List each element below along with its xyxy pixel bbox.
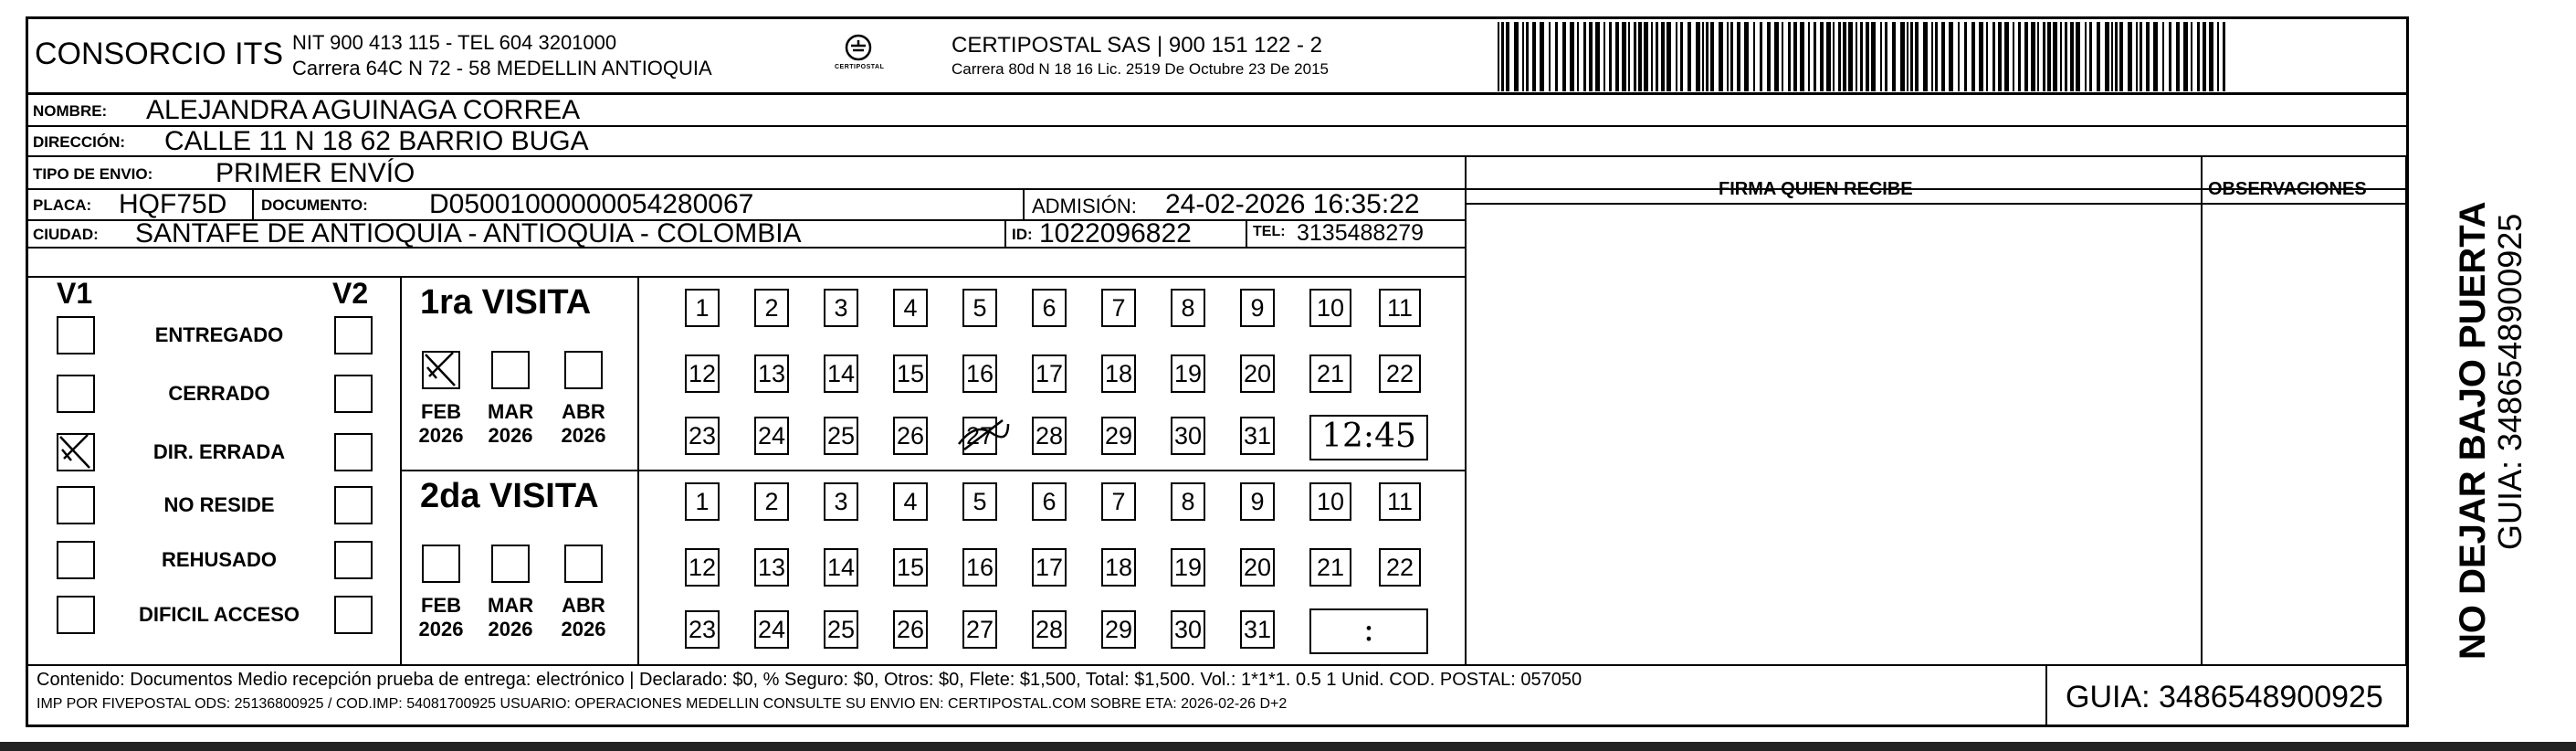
month-label: ABR — [562, 594, 605, 617]
company-nit: NIT 900 413 115 - TEL 604 3201000 — [292, 31, 617, 54]
day-box[interactable]: 19 — [1171, 548, 1205, 587]
day-box[interactable]: 9 — [1240, 482, 1275, 521]
barcode-bar — [2191, 22, 2192, 91]
status-option-label: CERRADO — [168, 382, 270, 405]
visit-title: 1ra VISITA — [420, 283, 592, 322]
barcode-bar — [2031, 22, 2035, 91]
barcode-bar — [1800, 22, 1804, 91]
barcode-bar — [1998, 22, 2002, 91]
barcode-bar — [1820, 22, 1824, 91]
day-box[interactable]: 22 — [1379, 354, 1421, 393]
barcode-bar — [2223, 22, 2225, 91]
visit-title: 2da VISITA — [420, 477, 599, 515]
barcode-bar — [2197, 22, 2200, 91]
day-box[interactable]: 12 — [685, 548, 720, 587]
day-box[interactable]: 10 — [1309, 482, 1351, 521]
barcode-bar — [1767, 22, 1771, 91]
barcode-bar — [1826, 22, 1831, 91]
month-year: 2026 — [418, 618, 464, 640]
barcode-bar — [1871, 22, 1876, 91]
v2-header: V2 — [332, 277, 369, 310]
barcode-bar — [2162, 22, 2164, 91]
documento-value: D05001000000054280067 — [429, 189, 754, 219]
barcode-bar — [2060, 22, 2062, 91]
nombre-value: ALEJANDRA AGUINAGA CORREA — [146, 95, 581, 125]
day-box[interactable]: 13 — [754, 354, 789, 393]
barcode-bar — [1514, 22, 1519, 91]
barcode-bar — [1526, 22, 1529, 91]
barcode-bar — [1688, 22, 1691, 91]
barcode-bar — [1522, 22, 1524, 91]
v1-checkbox[interactable] — [57, 375, 95, 413]
day-box[interactable]: 17 — [1032, 548, 1067, 587]
day-box[interactable]: 21 — [1309, 354, 1351, 393]
admision-value: 24-02-2026 16:35:22 — [1165, 189, 1420, 219]
day-box[interactable]: 24 — [754, 610, 789, 649]
day-box[interactable]: 29 — [1101, 417, 1136, 455]
day-box[interactable]: 6 — [1032, 482, 1067, 521]
barcode-bar — [2115, 22, 2118, 91]
day-box[interactable]: 28 — [1032, 610, 1067, 649]
day-box[interactable]: 7 — [1101, 289, 1136, 327]
day-box[interactable]: 20 — [1240, 354, 1275, 393]
barcode-bar — [2153, 22, 2158, 91]
barcode — [1498, 22, 2228, 91]
barcode-bar — [2070, 22, 2074, 91]
footer-guia: GUIA: 3486548900925 — [2066, 680, 2383, 714]
time-box[interactable]: : — [1309, 608, 1428, 654]
month-checkbox[interactable] — [491, 351, 530, 389]
month-label: FEB — [421, 594, 461, 617]
month-checkbox[interactable] — [422, 545, 460, 583]
barcode-bar — [1838, 22, 1841, 91]
day-box[interactable]: 22 — [1379, 548, 1421, 587]
barcode-bar — [2119, 22, 2123, 91]
tel-label: TEL: — [1253, 224, 1286, 239]
barcode-bar — [1696, 22, 1700, 91]
v2-checkbox[interactable] — [334, 486, 373, 524]
day-box[interactable]: 29 — [1101, 610, 1136, 649]
barcode-bar — [1760, 22, 1762, 91]
company-address: Carrera 64C N 72 - 58 MEDELLIN ANTIOQUIA — [292, 57, 712, 79]
barcode-bar — [2053, 22, 2057, 91]
day-box[interactable]: 12 — [685, 354, 720, 393]
barcode-bar — [1501, 22, 1504, 91]
side-guia: GUIA: 3486548900925 — [2491, 213, 2529, 550]
barcode-bar — [1860, 22, 1863, 91]
day-box[interactable]: 2 — [754, 289, 789, 327]
barcode-bar — [1782, 22, 1783, 91]
day-box[interactable]: 27 — [962, 610, 997, 649]
barcode-bar — [1628, 22, 1630, 91]
barcode-bar — [1506, 22, 1509, 91]
day-box[interactable]: 6 — [1032, 289, 1067, 327]
barcode-bar — [2169, 22, 2171, 91]
day-box[interactable]: 10 — [1309, 289, 1351, 327]
barcode-bar — [1885, 22, 1887, 91]
barcode-bar — [1923, 22, 1928, 91]
barcode-bar — [2183, 22, 2188, 91]
barcode-bar — [2146, 22, 2150, 91]
barcode-bar — [1609, 22, 1612, 91]
barcode-bar — [1589, 22, 1593, 91]
check-mark-icon — [55, 429, 99, 473]
carrier-name: CERTIPOSTAL SAS | 900 151 122 - 2 — [952, 33, 1322, 58]
barcode-bar — [1788, 22, 1791, 91]
day-box[interactable]: 1 — [685, 482, 720, 521]
day-box[interactable]: 25 — [824, 610, 858, 649]
barcode-bar — [1737, 22, 1740, 91]
day-box[interactable]: 13 — [754, 548, 789, 587]
day-box[interactable]: 27 — [962, 417, 997, 455]
check-mark-icon — [420, 347, 464, 391]
direccion-value: CALLE 11 N 18 62 BARRIO BUGA — [164, 126, 589, 156]
barcode-bar — [1833, 22, 1835, 91]
day-box[interactable]: 4 — [893, 289, 928, 327]
barcode-bar — [1848, 22, 1853, 91]
barcode-bar — [1979, 22, 1983, 91]
barcode-bar — [1603, 22, 1605, 91]
day-box[interactable]: 24 — [754, 417, 789, 455]
barcode-bar — [1856, 22, 1857, 91]
day-box[interactable]: 30 — [1171, 610, 1205, 649]
day-box[interactable]: 5 — [962, 482, 997, 521]
day-box[interactable]: 26 — [893, 610, 928, 649]
barcode-bar — [1710, 22, 1714, 91]
barcode-bar — [1866, 22, 1869, 91]
barcode-bar — [2037, 22, 2039, 91]
day-box[interactable]: 31 — [1240, 610, 1275, 649]
barcode-bar — [1583, 22, 1586, 91]
barcode-bar — [1727, 22, 1729, 91]
day-box[interactable]: 16 — [962, 354, 997, 393]
barcode-bar — [1992, 22, 1995, 91]
nombre-label: NOMBRE: — [33, 102, 108, 120]
v1-header: V1 — [57, 277, 93, 310]
barcode-bar — [1706, 22, 1709, 91]
day-box[interactable]: 2 — [754, 482, 789, 521]
month-label: ABR — [562, 400, 605, 423]
day-box[interactable]: 8 — [1171, 289, 1205, 327]
day-box[interactable]: 7 — [1101, 482, 1136, 521]
documento-label: DOCUMENTO: — [261, 196, 368, 214]
barcode-bar — [1680, 22, 1683, 91]
tipo-envio-value: PRIMER ENVÍO — [216, 158, 415, 188]
day-box[interactable]: 16 — [962, 548, 997, 587]
status-option-label: REHUSADO — [162, 548, 277, 571]
barcode-bar — [1793, 22, 1797, 91]
barcode-bar — [2140, 22, 2142, 91]
barcode-bar — [2047, 22, 2051, 91]
barcode-bar — [1676, 22, 1677, 91]
id-label: ID: — [1012, 226, 1033, 243]
barcode-bar — [2004, 22, 2009, 91]
day-box[interactable]: 19 — [1171, 354, 1205, 393]
day-box[interactable]: 1 — [685, 289, 720, 327]
status-option-label: NO RESIDE — [163, 493, 275, 516]
day-box[interactable]: 11 — [1379, 482, 1421, 521]
day-box[interactable]: 18 — [1101, 548, 1136, 587]
company-name: CONSORCIO ITS — [35, 37, 284, 71]
month-year: 2026 — [488, 618, 533, 640]
barcode-bar — [2105, 22, 2109, 91]
barcode-bar — [2097, 22, 2100, 91]
carrier-address: Carrera 80d N 18 16 Lic. 2519 De Octubre 23 De 2015 — [952, 60, 1329, 78]
barcode-bar — [2203, 22, 2206, 91]
day-box[interactable]: 15 — [893, 354, 928, 393]
day-box[interactable]: 9 — [1240, 289, 1275, 327]
certipostal-logo — [831, 27, 886, 82]
barcode-bar — [1634, 22, 1636, 91]
barcode-bar — [1498, 22, 1499, 91]
time-box[interactable]: 12:45 — [1309, 415, 1428, 460]
day-box[interactable]: 18 — [1101, 354, 1136, 393]
barcode-bar — [1935, 22, 1938, 91]
month-checkbox[interactable] — [422, 351, 460, 389]
day-box[interactable]: 20 — [1240, 548, 1275, 587]
barcode-bar — [2085, 22, 2087, 91]
direccion-label: DIRECCIÓN: — [33, 133, 126, 151]
footer-print-info: IMP POR FIVEPOSTAL ODS: 25136800925 / COD.IMP: 54081700925 USUARIO: OPERACIONES MEDELLIN CONSULTE SU ENVIO EN: CERTIPOSTAL.COM SOBRE ETA: 2026-02-26 D+2 — [37, 696, 1288, 712]
barcode-bar — [1753, 22, 1755, 91]
tel-value: 3135488279 — [1297, 220, 1425, 246]
month-year: 2026 — [561, 424, 606, 447]
barcode-bar — [2018, 22, 2021, 91]
v1-checkbox[interactable] — [57, 596, 95, 634]
month-checkbox[interactable] — [564, 351, 603, 389]
day-box[interactable]: 31 — [1240, 417, 1275, 455]
barcode-bar — [1910, 22, 1913, 91]
day-box[interactable]: 4 — [893, 482, 928, 521]
barcode-bar — [1892, 22, 1896, 91]
v2-checkbox[interactable] — [334, 541, 373, 579]
v1-checkbox[interactable] — [57, 433, 95, 471]
barcode-bar — [1949, 22, 1953, 91]
barcode-bar — [1814, 22, 1816, 91]
barcode-bar — [2076, 22, 2080, 91]
barcode-bar — [1577, 22, 1579, 91]
barcode-bar — [2013, 22, 2014, 91]
day-scribble-icon — [955, 417, 1010, 457]
barcode-bar — [1644, 22, 1648, 91]
barcode-bar — [1915, 22, 1919, 91]
month-year: 2026 — [561, 618, 606, 640]
logo-text: CERTIPOSTAL — [835, 64, 885, 70]
barcode-bar — [2065, 22, 2067, 91]
v2-checkbox[interactable] — [334, 375, 373, 413]
barcode-bar — [1808, 22, 1810, 91]
barcode-bar — [1971, 22, 1975, 91]
barcode-bar — [1843, 22, 1846, 91]
day-box[interactable]: 14 — [824, 354, 858, 393]
barcode-bar — [1964, 22, 1967, 91]
ciudad-label: CIUDAD: — [33, 226, 99, 243]
month-year: 2026 — [488, 424, 533, 447]
v1-checkbox[interactable] — [57, 486, 95, 524]
barcode-bar — [1595, 22, 1600, 91]
barcode-bar — [1941, 22, 1945, 91]
id-value: 1022096822 — [1039, 218, 1192, 249]
barcode-bar — [2128, 22, 2132, 91]
day-box[interactable]: 23 — [685, 610, 720, 649]
day-box[interactable]: 14 — [824, 548, 858, 587]
barcode-bar — [1661, 22, 1665, 91]
barcode-bar — [1549, 22, 1551, 91]
barcode-bar — [1931, 22, 1933, 91]
day-box[interactable]: 23 — [685, 417, 720, 455]
month-label: MAR — [488, 594, 534, 617]
status-option-label: DIR. ERRADA — [152, 440, 286, 463]
bottom-edge-bar — [0, 742, 2576, 751]
barcode-bar — [1540, 22, 1544, 91]
v2-checkbox[interactable] — [334, 596, 373, 634]
v1-checkbox[interactable] — [57, 316, 95, 354]
barcode-bar — [1656, 22, 1658, 91]
v2-checkbox[interactable] — [334, 433, 373, 471]
day-box[interactable]: 21 — [1309, 548, 1351, 587]
barcode-bar — [2111, 22, 2113, 91]
barcode-bar — [1667, 22, 1671, 91]
month-checkbox[interactable] — [564, 545, 603, 583]
barcode-bar — [1570, 22, 1574, 91]
month-year: 2026 — [418, 424, 464, 447]
placa-value: HQF75D — [119, 189, 227, 219]
day-box[interactable]: 25 — [824, 417, 858, 455]
status-option-label: ENTREGADO — [154, 323, 284, 346]
v2-checkbox[interactable] — [334, 316, 373, 354]
day-box[interactable]: 3 — [824, 482, 858, 521]
barcode-bar — [2089, 22, 2092, 91]
barcode-bar — [2136, 22, 2138, 91]
barcode-bar — [1774, 22, 1779, 91]
footer-content: Contenido: Documentos Medio recepción prueba de entrega: electrónico | Declarado: $0, % Seguro: $0, Otros: $0, Flete: $1,500, Total: $1,500. Vol.: 1*1*1. 0.5 1 Unid. COD. POSTAL: 057050 — [37, 670, 1582, 690]
barcode-bar — [1880, 22, 1882, 91]
barcode-bar — [1907, 22, 1908, 91]
placa-label: PLACA: — [33, 196, 92, 214]
barcode-bar — [1562, 22, 1566, 91]
month-label: FEB — [421, 400, 461, 423]
day-box[interactable]: 8 — [1171, 482, 1205, 521]
barcode-bar — [1532, 22, 1536, 91]
tipo-envio-label: TIPO DE ENVIO: — [33, 165, 153, 183]
barcode-bar — [1958, 22, 1960, 91]
admision-label: ADMISIÓN: — [1032, 195, 1137, 217]
barcode-bar — [2176, 22, 2180, 91]
day-box[interactable]: 15 — [893, 548, 928, 587]
barcode-bar — [1638, 22, 1642, 91]
barcode-bar — [1730, 22, 1733, 91]
v1-checkbox[interactable] — [57, 541, 95, 579]
day-box[interactable]: 17 — [1032, 354, 1067, 393]
observaciones-header: OBSERVACIONES — [2208, 179, 2367, 199]
day-box[interactable]: 30 — [1171, 417, 1205, 455]
barcode-bar — [1900, 22, 1905, 91]
barcode-bar — [1986, 22, 1988, 91]
day-box[interactable]: 26 — [893, 417, 928, 455]
barcode-bar — [1622, 22, 1626, 91]
barcode-bar — [1744, 22, 1749, 91]
day-box[interactable]: 5 — [962, 289, 997, 327]
status-option-label: DIFICIL ACCESO — [138, 603, 300, 626]
firma-header: FIRMA QUIEN RECIBE — [1719, 179, 1913, 199]
barcode-bar — [2043, 22, 2045, 91]
barcode-bar — [1651, 22, 1653, 91]
barcode-bar — [2024, 22, 2028, 91]
month-label: MAR — [488, 400, 534, 423]
barcode-bar — [1615, 22, 1619, 91]
day-box[interactable]: 11 — [1379, 289, 1421, 327]
barcode-bar — [1702, 22, 1704, 91]
barcode-bar — [2209, 22, 2213, 91]
barcode-bar — [1719, 22, 1723, 91]
day-box[interactable]: 3 — [824, 289, 858, 327]
barcode-bar — [1555, 22, 1558, 91]
side-warning: NO DEJAR BAJO PUERTA — [2453, 201, 2493, 660]
ciudad-value: SANTAFE DE ANTIOQUIA - ANTIOQUIA - COLOMBIA — [135, 218, 802, 249]
month-checkbox[interactable] — [491, 545, 530, 583]
day-box[interactable]: 28 — [1032, 417, 1067, 455]
barcode-bar — [2217, 22, 2219, 91]
